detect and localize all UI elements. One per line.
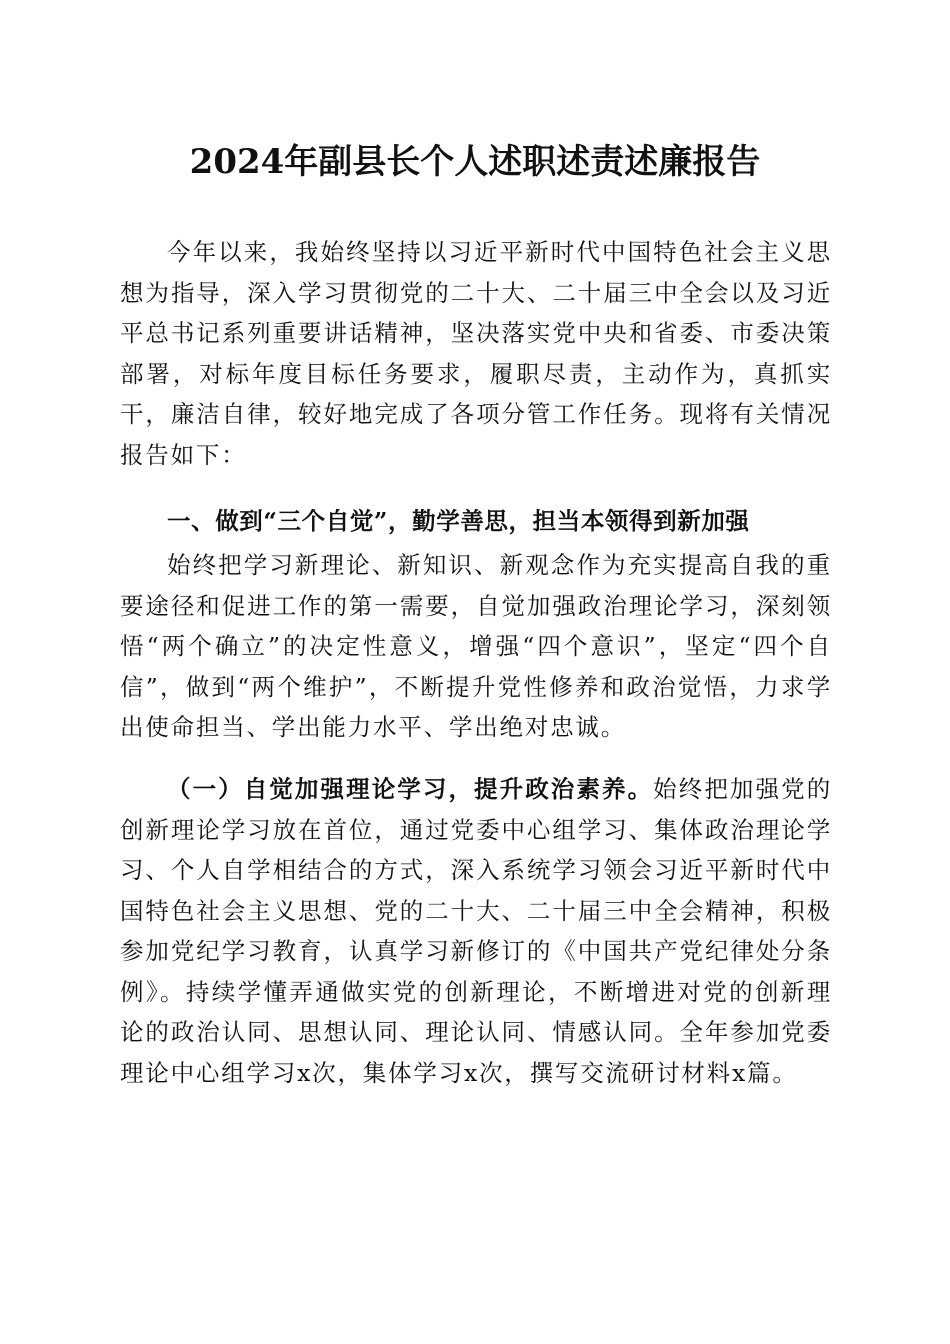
intro-paragraph: 今年以来，我始终坚持以习近平新时代中国特色社会主义思想为指导，深入学习贯彻党的二十大、二十届三中全会以及习近平总书记系列重要讲话精神，坚决落实党中央和省委、市委决策部署，对标年度目标任务要求，履职尽责，主动作为，真抓实干，廉洁自律，较好地完成了各项分管工作任务。现将有关情况报告如下： [120,238,832,469]
subsection-1-lead: （一）自觉加强理论学习，提升政治素养。 [167,775,654,803]
subsection-1-paragraph [120,769,832,1093]
section-1-paragraph: 始终把学习新理论、新知识、新观念作为充实提高自我的重要途径和促进工作的第一需要，自觉加强政治理论学习，深刻领悟“两个确立”的决定性意义，增强“四个意识”，坚定“四个自信”，做到“两个维护”，不断提升党性修养和政治觉悟，力求学出使命担当、学出能力水平、学出绝对忠诚。 [120,551,832,741]
section-1-heading: 一、做到“三个自觉”，勤学善思，担当本领得到新加强 [167,507,750,535]
subsection-1-text: 始终把加强党的创新理论学习放在首位，通过党委中心组学习、集体政治理论学习、个人自学相结合的方式，深入系统学习领会习近平新时代中国特色社会主义思想、党的二十大、二十届三中全会精神，积极参加党纪学习教育，认真学习新修订的《中国共产党纪律处分条例》。持续学懂弄通做实党的创新理论，不断增进对党的创新理论的政治认同、思想认同、理论认同、情感认同。全年参加党委理论中心组学习x次，集体学习x次，撰写交流研讨材料x篇。 [120,775,832,1087]
document-title: 2024年副县长个人述职述责述廉报告 [189,142,761,182]
